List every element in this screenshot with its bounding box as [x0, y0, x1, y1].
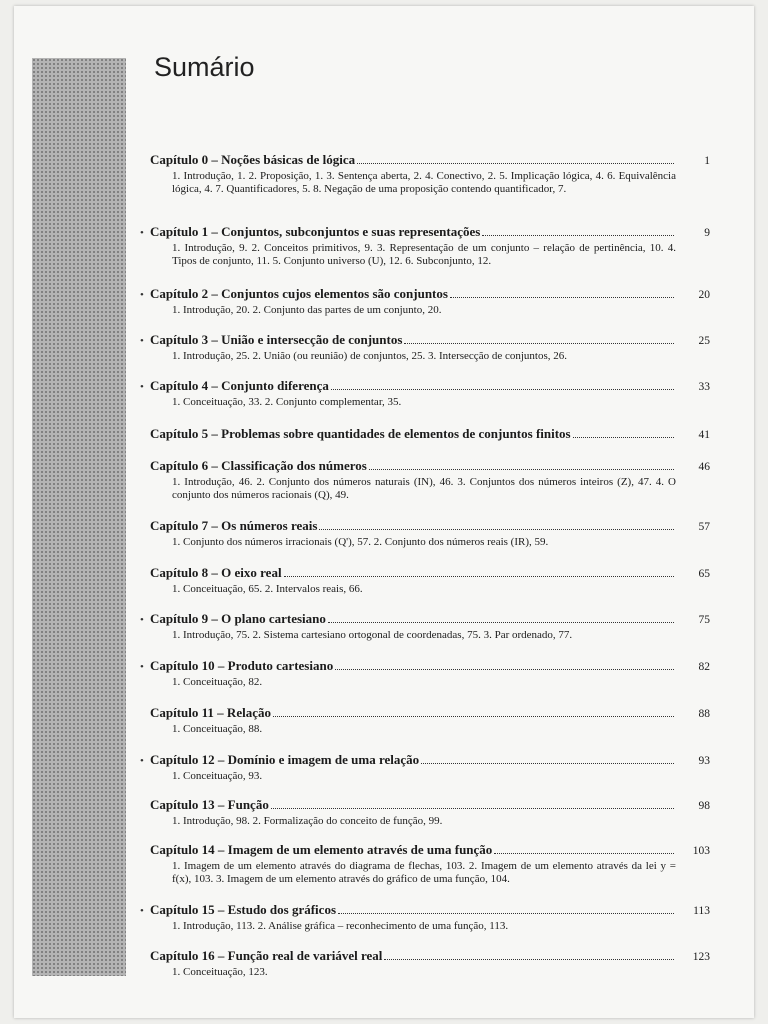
toc-chapter — [140, 902, 710, 933]
toc-chapter — [140, 658, 710, 689]
page-number: 123 — [692, 951, 710, 963]
chapter-heading: Capítulo 10 – Produto cartesiano — [150, 658, 334, 673]
chapter-sections: 1. Conceituação, 88. — [172, 723, 263, 735]
chapter-heading: Capítulo 9 – O plano cartesiano — [150, 611, 326, 626]
chapter-sections: 1. Introdução, 46. 2. Conjunto dos números naturais (IN), 46. 3. Conjuntos dos números inteiros (Z), 47. 4. O conjunto dos números racionais (Q), 49. — [172, 476, 676, 501]
chapter-heading-row — [150, 797, 710, 814]
dot-leader — [421, 753, 674, 764]
page-number: 57 — [698, 521, 710, 533]
page-number: 65 — [698, 568, 710, 580]
page-number: 88 — [698, 708, 710, 720]
page-number: 103 — [692, 845, 710, 857]
page-number: 33 — [698, 381, 710, 393]
page-number: 46 — [698, 461, 710, 473]
chapter-sections: 1. Introdução, 20. 2. Conjunto das partes de um conjunto, 20. — [172, 304, 442, 316]
chapter-sections: 1. Conceituação, 65. 2. Intervalos reais, 66. — [172, 583, 363, 595]
chapter-heading: Capítulo 4 – Conjunto diferença — [150, 378, 329, 393]
bullet-mark: • — [140, 289, 144, 301]
chapter-heading: Capítulo 6 – Classificação dos números — [150, 458, 367, 473]
chapter-heading-row — [150, 705, 710, 722]
chapter-sections: 1. Conceituação, 82. — [172, 676, 263, 688]
toc-chapter — [150, 842, 710, 886]
toc-chapter — [150, 948, 710, 979]
toc-chapter — [140, 332, 710, 363]
bullet-mark: • — [140, 905, 144, 917]
chapter-heading-row — [150, 518, 710, 535]
page-number: 41 — [698, 429, 710, 441]
page-number: 82 — [698, 661, 710, 673]
chapter-heading-row — [150, 224, 710, 241]
dot-leader — [284, 566, 674, 577]
bullet-mark: • — [140, 614, 144, 626]
decorative-sidebar — [32, 58, 126, 976]
toc-chapter — [140, 224, 710, 268]
chapter-heading: Capítulo 2 – Conjuntos cujos elementos são conjuntos — [150, 286, 448, 301]
chapter-heading: Capítulo 14 – Imagem de um elemento através de uma função — [150, 842, 493, 857]
chapter-heading: Capítulo 16 – Função real de variável real — [150, 948, 383, 963]
dot-leader — [494, 843, 674, 854]
page-number: 113 — [693, 905, 710, 917]
dot-leader — [404, 333, 674, 344]
chapter-heading-row — [150, 458, 710, 475]
chapter-heading-row — [150, 658, 710, 675]
chapter-heading-row — [150, 565, 710, 582]
chapter-heading-row — [150, 332, 710, 349]
toc-chapter — [150, 565, 710, 596]
dot-leader — [573, 427, 674, 438]
chapter-heading: Capítulo 15 – Estudo dos gráficos — [150, 902, 336, 917]
chapter-heading-row — [150, 286, 710, 303]
chapter-sections: 1. Imagem de um elemento através do diagrama de flechas, 103. 2. Imagem de um elemento através da lei y = f(x), 103. 3. Imagem de um elemento através do gráfico de uma função, 104. — [172, 860, 676, 885]
page-number: 20 — [698, 289, 710, 301]
dot-leader — [335, 659, 674, 670]
page-number: 25 — [698, 335, 710, 347]
chapter-heading: Capítulo 0 – Noções básicas de lógica — [150, 152, 356, 167]
chapter-heading: Capítulo 3 – União e intersecção de conjuntos — [150, 332, 403, 347]
page-number: 1 — [704, 155, 710, 167]
chapter-heading-row — [150, 378, 710, 395]
chapter-sections: 1. Introdução, 9. 2. Conceitos primitivos, 9. 3. Representação de um conjunto – relação de pertinência, 10. 4. Tipos de conjunto, 11. 5. Conjunto universo (U), 12. 6. Subconjunto, 12. — [172, 242, 676, 267]
bullet-mark: • — [140, 381, 144, 393]
toc-chapter — [150, 458, 710, 502]
chapter-heading: Capítulo 13 – Função — [150, 797, 269, 812]
page-number: 93 — [698, 755, 710, 767]
chapter-sections: 1. Conceituação, 93. — [172, 770, 263, 782]
toc-chapter — [140, 378, 710, 409]
dot-leader — [273, 706, 674, 717]
toc-chapter — [140, 611, 710, 642]
chapter-sections: 1. Conjunto dos números irracionais (Q'), 57. 2. Conjunto dos números reais (IR), 59. — [172, 536, 549, 548]
chapter-sections: 1. Introdução, 98. 2. Formalização do conceito de função, 99. — [172, 815, 443, 827]
chapter-heading: Capítulo 11 – Relação — [150, 705, 271, 720]
dot-leader — [369, 459, 674, 470]
chapter-heading: Capítulo 12 – Domínio e imagem de uma relação — [150, 752, 420, 767]
dot-leader — [319, 519, 674, 530]
page-number: 75 — [698, 614, 710, 626]
chapter-sections: 1. Introdução, 113. 2. Análise gráfica – reconhecimento de uma função, 113. — [172, 920, 509, 932]
dot-leader — [338, 903, 674, 914]
bullet-mark: • — [140, 227, 144, 239]
chapter-heading: Capítulo 8 – O eixo real — [150, 565, 282, 580]
dot-leader — [384, 949, 674, 960]
dot-leader — [331, 379, 674, 390]
toc-chapter — [150, 705, 710, 736]
chapter-sections: 1. Conceituação, 33. 2. Conjunto complementar, 35. — [172, 396, 402, 408]
bullet-mark: • — [140, 335, 144, 347]
chapter-sections: 1. Introdução, 1. 2. Proposição, 1. 3. Sentença aberta, 2. 4. Conectivo, 2. 5. Implicação lógica, 4. 6. Equivalência lógica, 4. 7. Quantificadores, 5. 8. Negação de uma proposição contendo quantificador, 7. — [172, 170, 676, 195]
page-title: Sumário — [154, 52, 255, 82]
chapter-heading: Capítulo 5 – Problemas sobre quantidades de elementos de conjuntos finitos — [150, 426, 571, 441]
toc-chapter — [150, 797, 710, 828]
toc-chapter — [150, 426, 710, 443]
dot-leader — [271, 798, 674, 809]
chapter-heading-row — [150, 902, 710, 919]
bullet-mark: • — [140, 755, 144, 767]
chapter-heading: Capítulo 1 – Conjuntos, subconjuntos e suas representações — [150, 224, 481, 239]
table-of-contents — [140, 0, 710, 1024]
toc-chapter — [150, 518, 710, 549]
chapter-heading-row — [150, 752, 710, 769]
page-number: 98 — [698, 800, 710, 812]
chapter-heading-row — [150, 426, 710, 443]
chapter-heading-row — [150, 152, 710, 169]
toc-chapter — [150, 152, 710, 196]
chapter-heading-row — [150, 948, 710, 965]
dot-leader — [328, 612, 674, 623]
bullet-mark: • — [140, 661, 144, 673]
chapter-heading: Capítulo 7 – Os números reais — [150, 518, 318, 533]
chapter-heading-row — [150, 611, 710, 628]
page-number: 9 — [704, 227, 710, 239]
chapter-sections: 1. Introdução, 75. 2. Sistema cartesiano ortogonal de coordenadas, 75. 3. Par ordenado, 77. — [172, 629, 573, 641]
dot-leader — [357, 153, 674, 164]
chapter-sections: 1. Introdução, 25. 2. União (ou reunião) de conjuntos, 25. 3. Intersecção de conjuntos, 26. — [172, 350, 567, 362]
dot-leader — [450, 287, 674, 298]
toc-chapter — [140, 286, 710, 317]
chapter-heading-row — [150, 842, 710, 859]
dot-leader — [482, 225, 674, 236]
toc-chapter — [140, 752, 710, 783]
chapter-sections: 1. Conceituação, 123. — [172, 966, 268, 978]
